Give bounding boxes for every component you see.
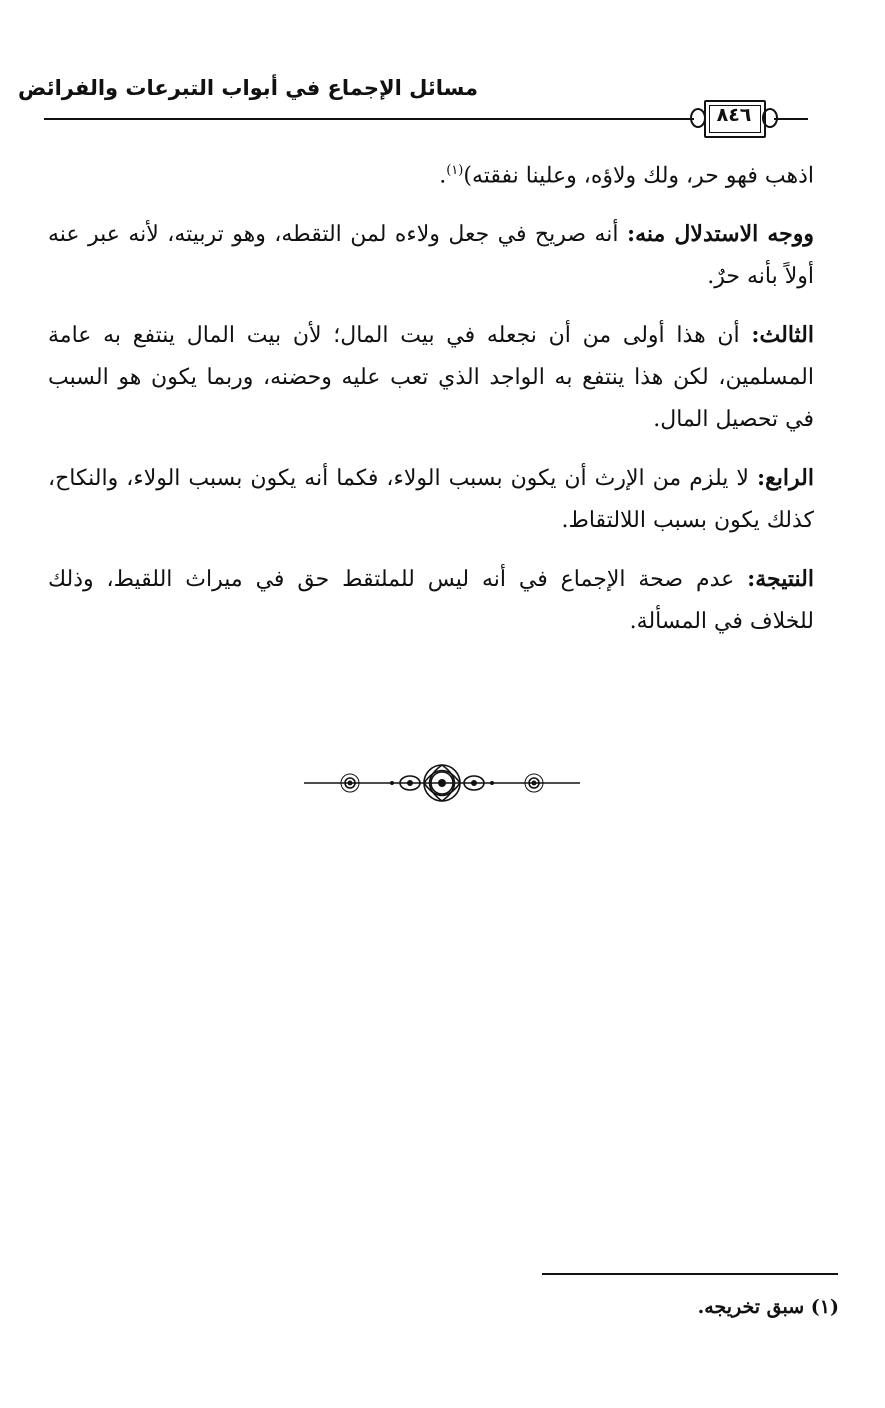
footnote-text: سبق تخريجه.: [697, 1296, 805, 1318]
paragraph: [48, 558, 814, 643]
footnote-reference: (١): [446, 163, 464, 178]
page-number-frame: [692, 98, 776, 138]
paragraph-tail: .: [439, 163, 447, 189]
page-number: ٨٤٦: [716, 104, 752, 126]
paragraph: [48, 457, 814, 542]
paragraph-text: اذهب فهو حر، ولك ولاؤه، وعلينا نفقته): [463, 163, 814, 189]
running-title: مسائل الإجماع في أبواب التبرعات والفرائض: [18, 76, 478, 100]
header-rule: [44, 118, 694, 120]
paragraph: [48, 150, 814, 197]
paragraph-lead: الثالث:: [751, 322, 814, 349]
footnote: [698, 1296, 839, 1318]
header-rule-right: [774, 118, 808, 120]
footnote-rule: [542, 1273, 838, 1275]
paragraph-lead: النتيجة:: [747, 566, 814, 593]
ornament-divider-icon: [300, 760, 584, 806]
paragraph: [48, 213, 814, 298]
footnote-number: (١): [810, 1296, 839, 1318]
paragraph-text: أنه صريح في جعل ولاءه لمن التقطه، وهو تربيته، لأنه عبر عنه أولاً بأنه حرٌ.: [48, 222, 814, 290]
paragraph-lead: ووجه الاستدلال منه:: [626, 221, 814, 248]
paragraph: [48, 314, 814, 441]
paragraph-text: عدم صحة الإجماع في أنه ليس للملتقط حق في ميراث اللقيط، وذلك للخلاف في المسألة.: [48, 567, 814, 635]
page-body: [48, 150, 814, 659]
paragraph-text: لا يلزم من الإرث أن يكون بسبب الولاء، فكما أنه يكون بسبب الولاء، والنكاح، كذلك يكون بسبب اللالتقاط.: [48, 466, 814, 534]
paragraph-lead: الرابع:: [756, 465, 814, 492]
page-header: [18, 76, 808, 126]
paragraph-text: أن هذا أولى من أن نجعله في بيت المال؛ لأن بيت المال ينتفع به عامة المسلمين، لكن هذا ينتفع به الواجد الذي تعب عليه وحضنه، وربما يكون هو السبب في تحصيل المال.: [48, 323, 814, 433]
